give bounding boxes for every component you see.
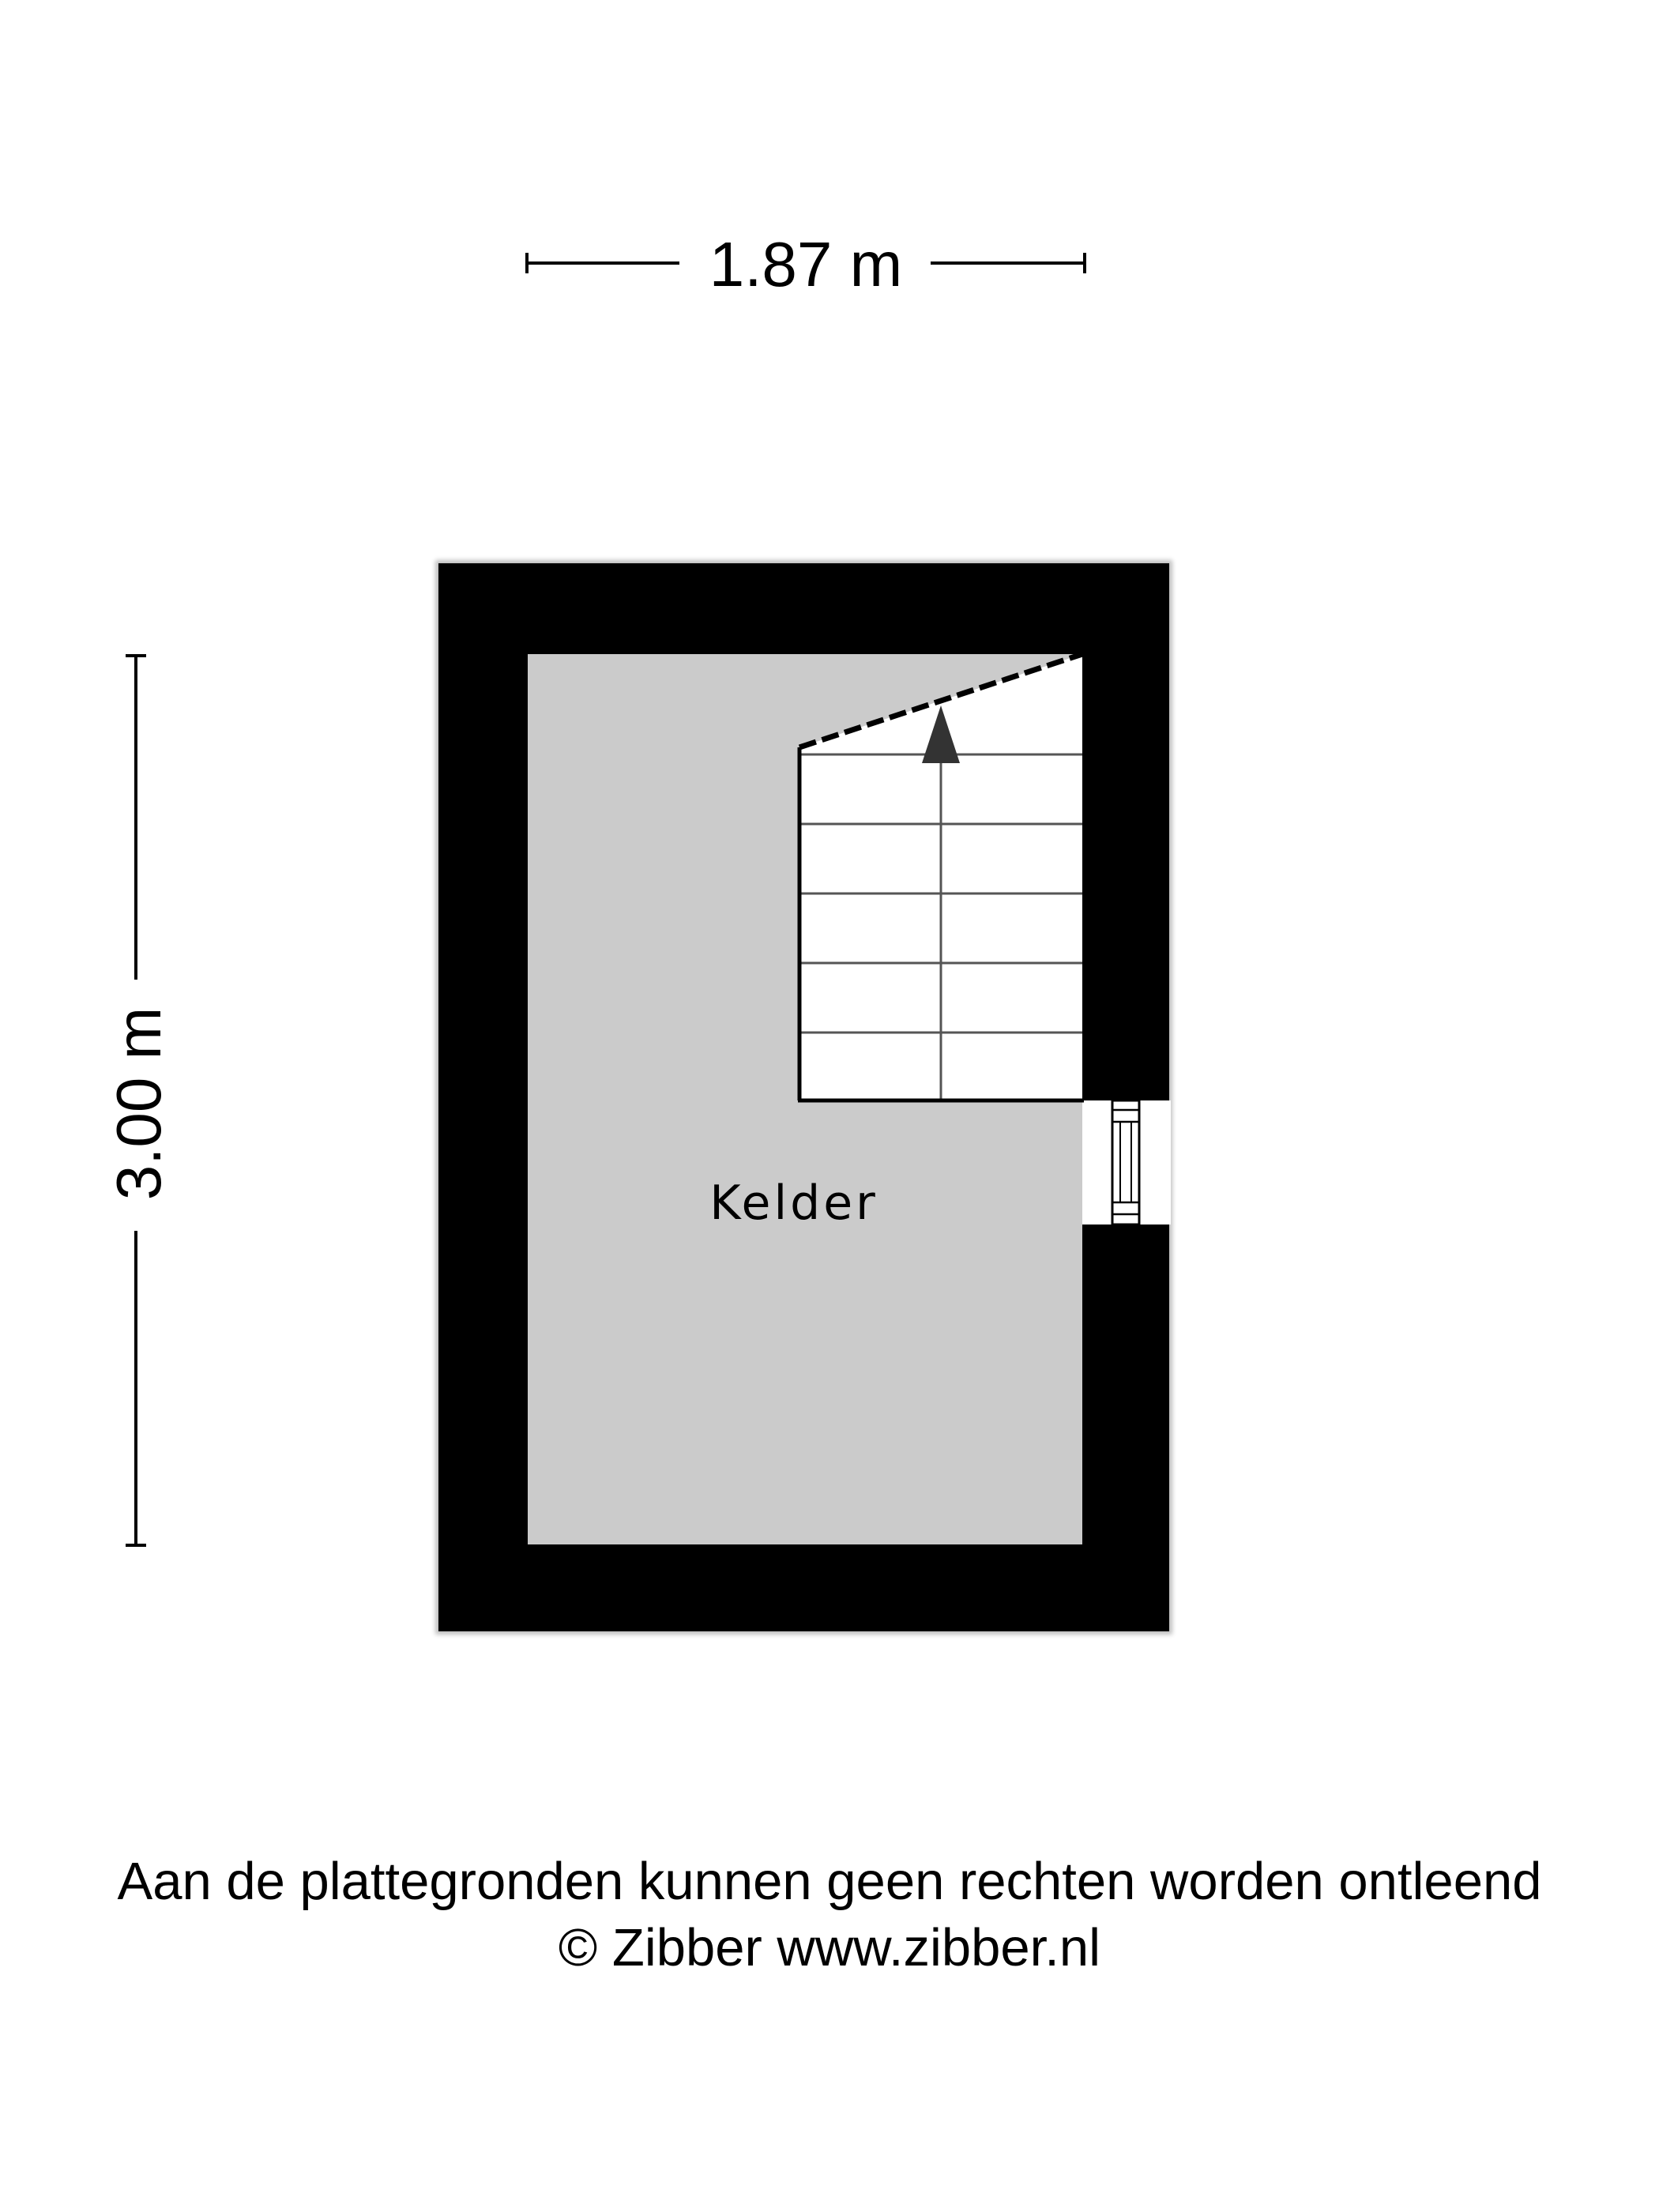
width-dimension-label: 1.87 m [709, 229, 903, 299]
wall-opening [1082, 1100, 1171, 1224]
disclaimer-text: Aan de plattegronden kunnen geen rechten worden ontleend [117, 1852, 1542, 1911]
window-frame [1112, 1100, 1139, 1224]
width-dimension [525, 229, 1086, 299]
height-dimension-label: 3.00 m [103, 1006, 174, 1201]
footer [0, 1849, 1659, 1981]
room-label-kelder: Kelder [709, 1176, 878, 1231]
height-dimension [103, 654, 174, 1547]
copyright-text: © Zibber www.zibber.nl [558, 1918, 1101, 1977]
